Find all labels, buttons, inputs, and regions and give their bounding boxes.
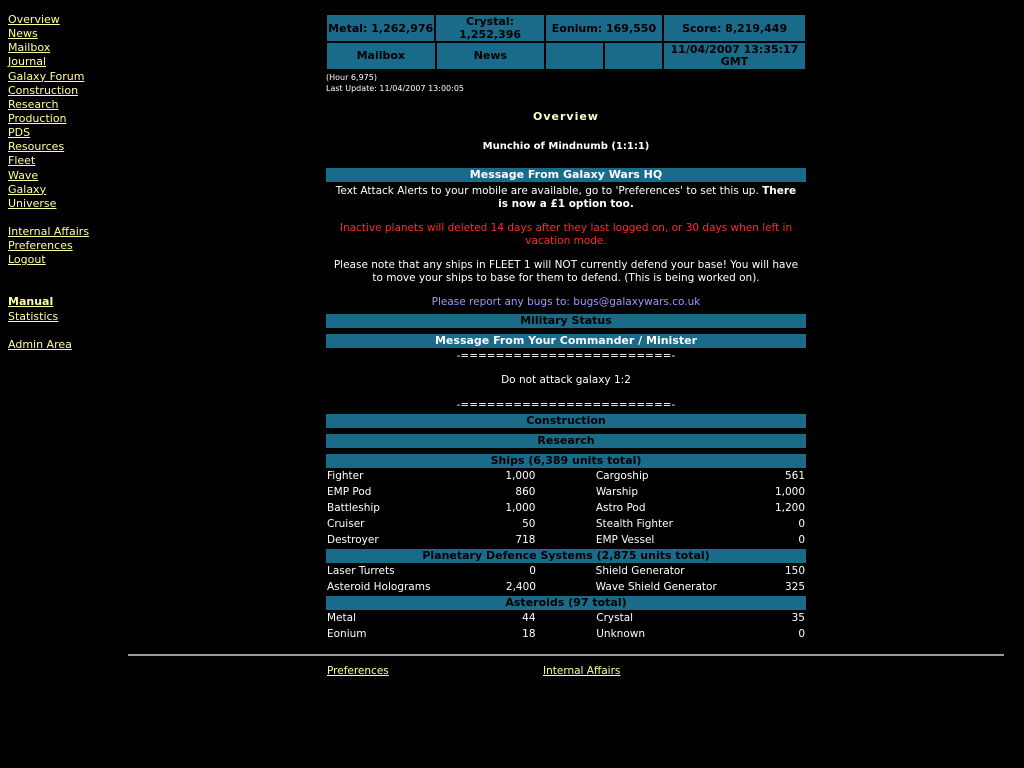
hq-alert-bold: There is now a £1 option too. <box>498 185 797 210</box>
table-row <box>326 468 806 484</box>
ship-name: Destroyer <box>327 534 379 546</box>
ship-name: Fighter <box>327 470 364 482</box>
asteroid-count: 44 <box>522 612 536 624</box>
ship-count: 1,200 <box>774 502 805 514</box>
ship-name: EMP Vessel <box>595 534 655 546</box>
nav-news[interactable]: News <box>8 27 38 41</box>
ship-count: 50 <box>522 518 536 530</box>
pds-name: Laser Turrets <box>327 565 395 577</box>
hq-fleet-note: Please note that any ships in FLEET 1 will NOT currently defend your base! You will have to move your ships to base for them to defend. (This is being worked on). <box>333 259 799 284</box>
commander-message: Do not attack galaxy 1:2 <box>501 374 631 386</box>
footer-divider <box>128 654 1004 656</box>
table-row <box>326 484 806 500</box>
hq-message-header: Message From Galaxy Wars HQ <box>326 168 806 182</box>
ship-count: 0 <box>798 534 805 546</box>
ship-name: Stealth Fighter <box>595 518 673 530</box>
ship-count: 860 <box>515 486 536 498</box>
commander-message-body <box>326 348 806 414</box>
nav-production[interactable]: Production <box>8 111 67 125</box>
nav-wave[interactable]: Wave <box>8 168 39 182</box>
nav-spacer <box>8 267 118 295</box>
nav-universe[interactable]: Universe <box>8 196 57 210</box>
crystal-stat: Crystal: 1,252,396 <box>436 15 543 41</box>
commander-divider-bottom: -========================- <box>456 398 676 411</box>
footer-preferences-link[interactable]: Preferences <box>327 665 389 677</box>
asteroids-header: Asteroids (97 total) <box>326 596 806 610</box>
nav-journal[interactable]: Journal <box>8 55 47 69</box>
hq-bug-report: Please report any bugs to: bugs@galaxywars.co.uk <box>431 296 701 308</box>
nav-galaxy-forum[interactable]: Galaxy Forum <box>8 69 85 83</box>
asteroid-type: Unknown <box>596 628 645 640</box>
asteroid-type: Crystal <box>596 612 634 624</box>
nav-logout[interactable]: Logout <box>8 253 46 267</box>
eonium-stat: Eonium: 169,550 <box>546 15 662 41</box>
empty-cell <box>605 43 662 69</box>
server-time: 11/04/2007 13:35:17 GMT <box>664 43 805 69</box>
nav-manual[interactable]: Manual <box>8 295 54 309</box>
asteroid-type: Metal <box>327 612 356 624</box>
mailbox-link[interactable]: Mailbox <box>327 43 435 69</box>
nav-galaxy[interactable]: Galaxy <box>8 182 47 196</box>
military-status-header: Military Status <box>326 314 806 328</box>
page-title: Overview <box>533 110 599 123</box>
commander-message-header: Message From Your Commander / Minister <box>326 334 806 348</box>
ship-count: 1,000 <box>505 502 536 514</box>
table-row <box>326 500 806 516</box>
ship-count: 0 <box>798 518 805 530</box>
pds-count: 325 <box>784 581 805 593</box>
nav-fleet[interactable]: Fleet <box>8 154 36 168</box>
ship-count: 1,000 <box>505 470 536 482</box>
nav-statistics[interactable]: Statistics <box>8 309 59 323</box>
ship-name: Cruiser <box>327 518 365 530</box>
empty-cell <box>546 43 603 69</box>
asteroid-count: 0 <box>798 628 805 640</box>
table-row <box>326 579 806 595</box>
ship-name: Battleship <box>327 502 380 514</box>
asteroid-type: Eonium <box>327 628 367 640</box>
research-header: Research <box>326 434 806 448</box>
commander-divider-top: -========================- <box>456 349 676 362</box>
pds-name: Asteroid Holograms <box>327 581 431 593</box>
ship-count: 718 <box>515 534 536 546</box>
quick-links-bar <box>325 41 807 71</box>
pds-count: 150 <box>784 565 805 577</box>
pds-count: 0 <box>529 565 536 577</box>
hour-counter: (Hour 6,975) <box>326 73 377 82</box>
nav-resources[interactable]: Resources <box>8 140 65 154</box>
pds-name: Wave Shield Generator <box>595 581 717 593</box>
ship-name: Cargoship <box>595 470 649 482</box>
news-link[interactable]: News <box>437 43 545 69</box>
table-row <box>326 532 806 548</box>
ship-name: EMP Pod <box>327 486 372 498</box>
sidebar-nav <box>8 13 118 352</box>
asteroid-count: 18 <box>522 628 536 640</box>
nav-spacer <box>8 211 118 225</box>
hq-message-body <box>326 182 806 312</box>
main-content <box>326 13 806 642</box>
ship-name: Astro Pod <box>595 502 646 514</box>
nav-construction[interactable]: Construction <box>8 83 79 97</box>
nav-mailbox[interactable]: Mailbox <box>8 41 51 55</box>
pds-table <box>326 563 806 595</box>
ships-table <box>326 468 806 548</box>
planet-name: Munchio of Mindnumb (1:1:1) <box>482 141 650 152</box>
ship-name: Warship <box>595 486 638 498</box>
pds-name: Shield Generator <box>595 565 685 577</box>
resource-bar <box>325 13 807 43</box>
score-stat: Score: 8,219,449 <box>664 15 805 41</box>
nav-research[interactable]: Research <box>8 97 59 111</box>
ship-count: 561 <box>784 470 805 482</box>
footer-internal-affairs-link[interactable]: Internal Affairs <box>543 665 621 677</box>
hq-alert-text: Text Attack Alerts to your mobile are available, go to 'Preferences' to set this up. <box>335 185 759 197</box>
metal-stat: Metal: 1,262,976 <box>327 15 434 41</box>
nav-preferences[interactable]: Preferences <box>8 239 73 253</box>
construction-header: Construction <box>326 414 806 428</box>
asteroid-count: 35 <box>791 612 805 624</box>
table-row <box>326 563 806 579</box>
asteroids-table <box>326 610 806 642</box>
pds-count: 2,400 <box>505 581 536 593</box>
nav-admin-area[interactable]: Admin Area <box>8 337 72 351</box>
table-row <box>326 516 806 532</box>
ships-header: Ships (6,389 units total) <box>326 454 806 468</box>
last-update: Last Update: 11/04/2007 13:00:05 <box>326 84 464 93</box>
table-row <box>326 610 806 626</box>
nav-pds[interactable]: PDS <box>8 126 31 140</box>
ship-count: 1,000 <box>774 486 805 498</box>
nav-spacer <box>8 324 118 338</box>
table-row <box>326 626 806 642</box>
nav-internal-affairs[interactable]: Internal Affairs <box>8 224 90 238</box>
pds-header: Planetary Defence Systems (2,875 units total) <box>326 549 806 563</box>
hq-inactive-warning: Inactive planets will deleted 14 days after they last logged on, or 30 days when left in vacation mode. <box>339 222 793 247</box>
nav-overview[interactable]: Overview <box>8 13 60 26</box>
